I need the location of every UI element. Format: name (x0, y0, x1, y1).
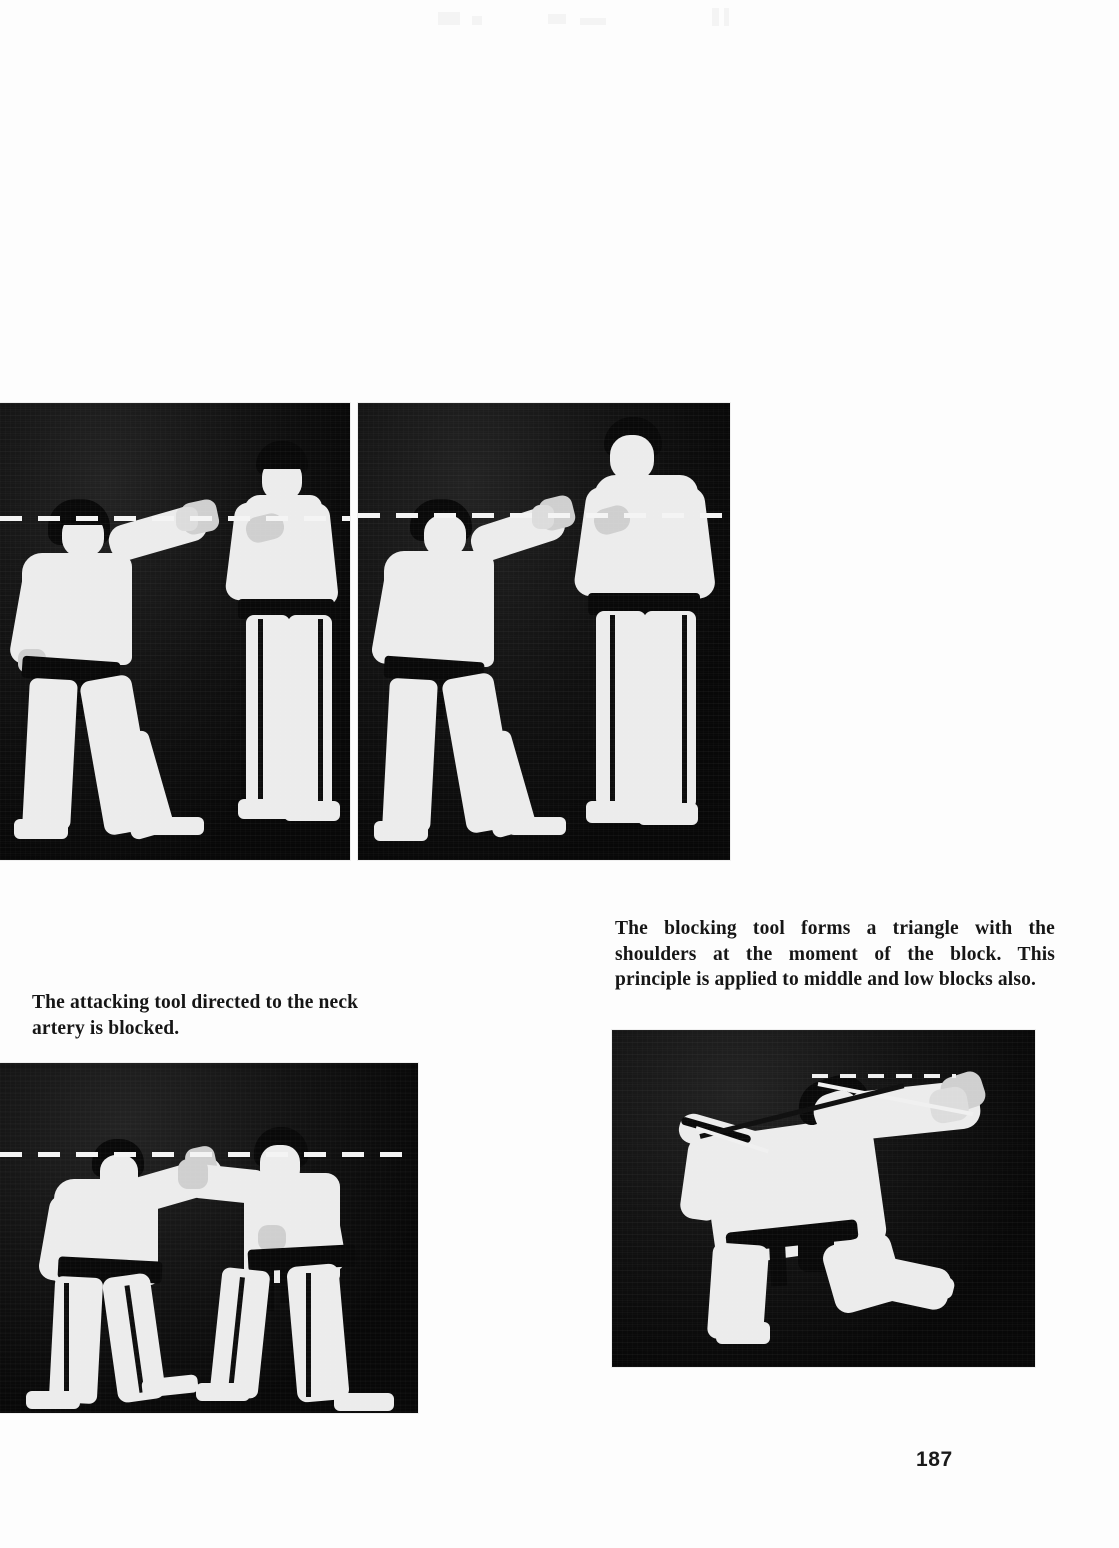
photo-grain (612, 1030, 1035, 1367)
photo-grain (0, 403, 350, 860)
scan-artifact-marks (0, 0, 1119, 42)
caption-attacking-tool-blocked: The attacking tool directed to the neck artery is blocked. (32, 992, 359, 1039)
page-number: 187 (916, 1448, 953, 1471)
reference-dashed-line (0, 1152, 418, 1157)
photo-grain (0, 1063, 418, 1413)
reference-dashed-line (812, 1074, 956, 1078)
photo-bottom-right (612, 1030, 1035, 1367)
caption-blocking-tool-triangle: The blocking tool forms a triangle with the shoulders at the moment of the block. This principle is applied to middle and low blocks also. (615, 918, 1055, 990)
reference-dashed-line (358, 513, 730, 518)
photo-bottom-left (0, 1063, 418, 1413)
photo-top-left (0, 403, 350, 860)
reference-dashed-line (0, 516, 350, 521)
photo-top-right (358, 403, 730, 860)
photo-grain (358, 403, 730, 860)
